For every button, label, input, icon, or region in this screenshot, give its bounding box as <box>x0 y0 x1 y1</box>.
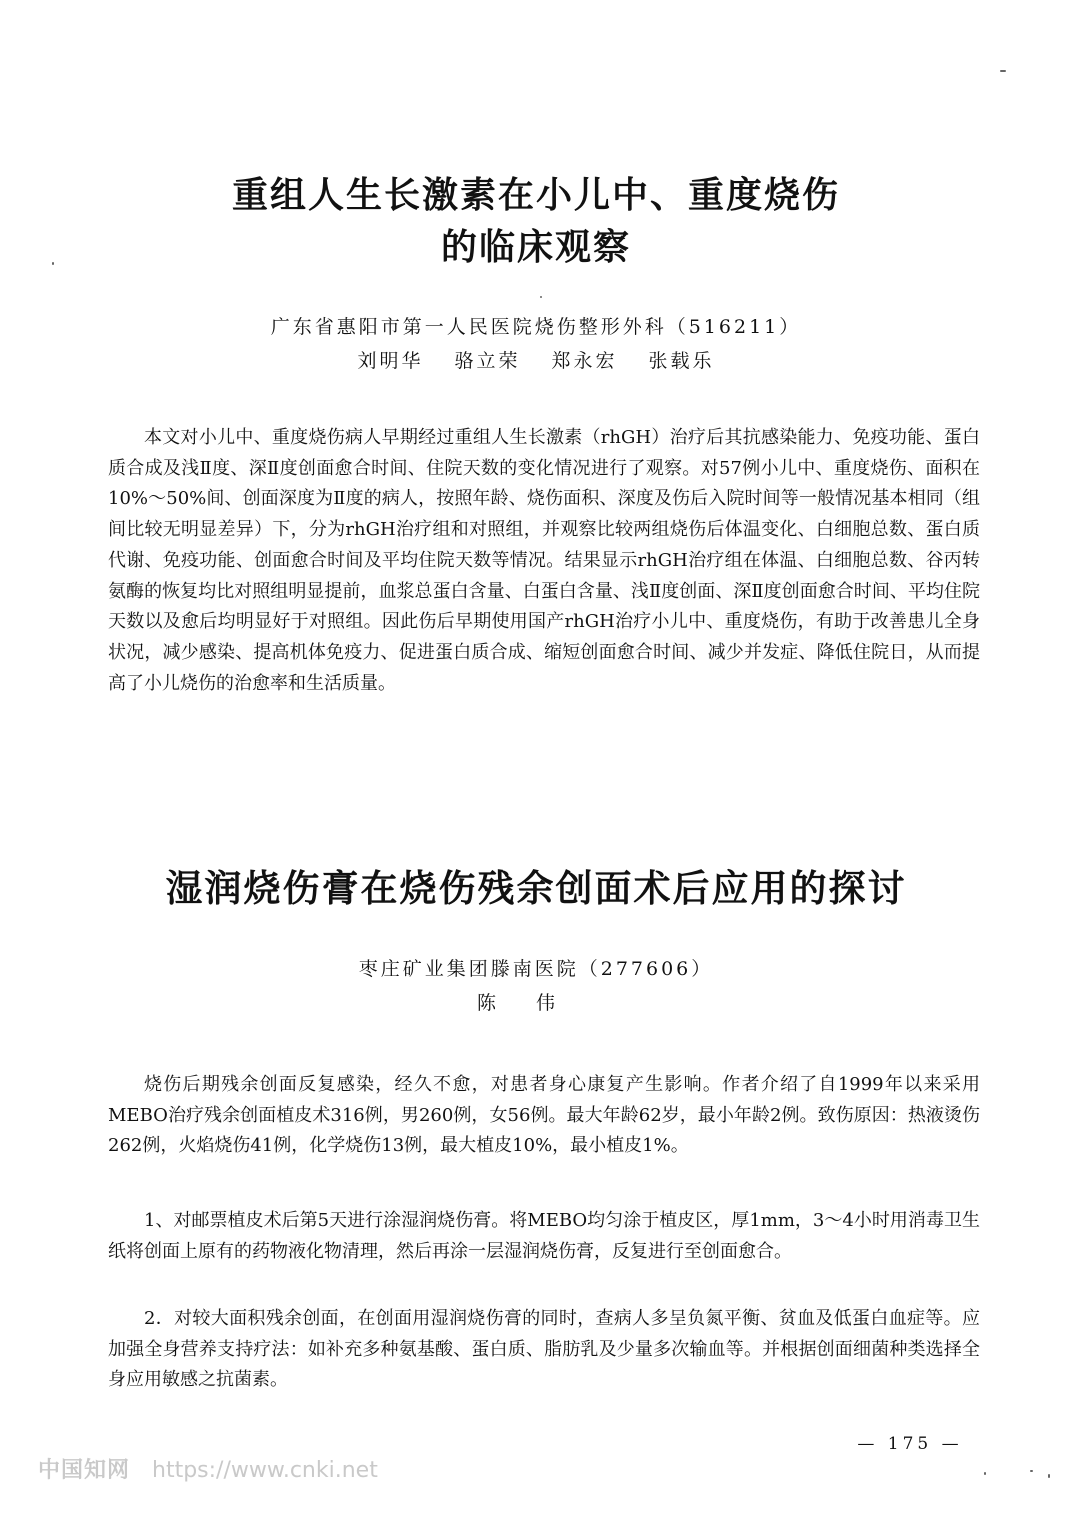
scan-speck <box>540 296 542 298</box>
cnki-url-link[interactable]: https://www.cnki.net <box>152 1458 378 1483</box>
article2-author <box>60 988 1012 1018</box>
article1-abstract: 本文对小儿中、重度烧伤病人早期经过重组人生长激素（rhGH）治疗后其抗感染能力、免疫功能、蛋白质合成及浅Ⅱ度、深Ⅱ度创面愈合时间、住院天数的变化情况进行了观察。对57例小儿中、重度烧伤、面积在10%～50%间、创面深度为Ⅱ度的病人，按照年龄、烧伤面积、深度及伤后入院时间等一般情况基本相同（组间比较无明显差异）下，分为rhGH治疗组和对照组，并观察比较两组烧伤后体温变化、白细胞总数、蛋白质代谢、免疫功能、创面愈合时间及平均住院天数等情况。结果显示rhGH治疗组在体温、白细胞总数、谷丙转氨酶的恢复均比对照组明显提前，血浆总蛋白含量、白蛋白含量、浅Ⅱ度创面、深Ⅱ度创面愈合时间、平均住院天数以及愈后均明显好于对照组。因此伤后早期使用国产rhGH治疗小儿中、重度烧伤，有助于改善患儿全身状况，减少感染、提高机体免疫力、促进蛋白质合成、缩短创面愈合时间、减少并发症、降低住院日，从而提高了小儿烧伤的治愈率和生活质量。 <box>108 427 980 694</box>
article2-paragraph-2: 1、对邮票植皮术后第5天进行涂湿润烧伤膏。将MEBO均匀涂于植皮区，厚1mm，3～4小时用消毒卫生纸将创面上原有的药物液化物清理，然后再涂一层湿润烧伤膏，反复进行至创面愈合。 <box>108 1210 980 1262</box>
scan-speck <box>1048 1474 1050 1478</box>
article2-author-name: 陈伟 <box>476 992 595 1014</box>
article1-authors: 刘明华 骆立荣 郑永宏 张载乐 <box>357 350 715 372</box>
scan-speck <box>984 1472 986 1475</box>
article1-institution: 广东省惠阳市第一人民医院烧伤整形外科（516211） <box>270 316 802 338</box>
article2-institution: 枣庄矿业集团滕南医院（277606） <box>358 958 714 980</box>
article2-paragraph-1: 烧伤后期残余创面反复感染，经久不愈，对患者身心康复产生影响。作者介绍了自1999年以来采用MEBO治疗残余创面植皮术316例，男260例，女56例。最大年龄62岁，最小年龄2例。致伤原因：热液烫伤262例，火焰烧伤41例，化学烧伤13例，最大植皮10%，最小植皮1%。 <box>108 1074 980 1157</box>
scan-speck <box>52 262 54 265</box>
page-number: — 175 — <box>857 1434 963 1454</box>
scan-speck <box>1000 70 1006 72</box>
article2-title: 湿润烧伤膏在烧伤残余创面术后应用的探讨 <box>165 867 907 910</box>
cnki-logo: 中国知网 <box>38 1458 131 1483</box>
article1-title-line2: 的临床观察 <box>440 227 631 268</box>
article2-paragraph-3: 2．对较大面积残余创面，在创面用湿润烧伤膏的同时，查病人多呈负氮平衡、贫血及低蛋白血症等。应加强全身营养支持疗法：如补充多种氨基酸、蛋白质、脂肪乳及少量多次输血等。并根据创面细菌种类选择全身应用敏感之抗菌素。 <box>108 1308 980 1391</box>
article1-title-line1: 重组人生长激素在小儿中、重度烧伤 <box>231 175 840 216</box>
cnki-watermark[interactable] <box>38 1456 378 1486</box>
scan-speck <box>1030 1470 1033 1472</box>
